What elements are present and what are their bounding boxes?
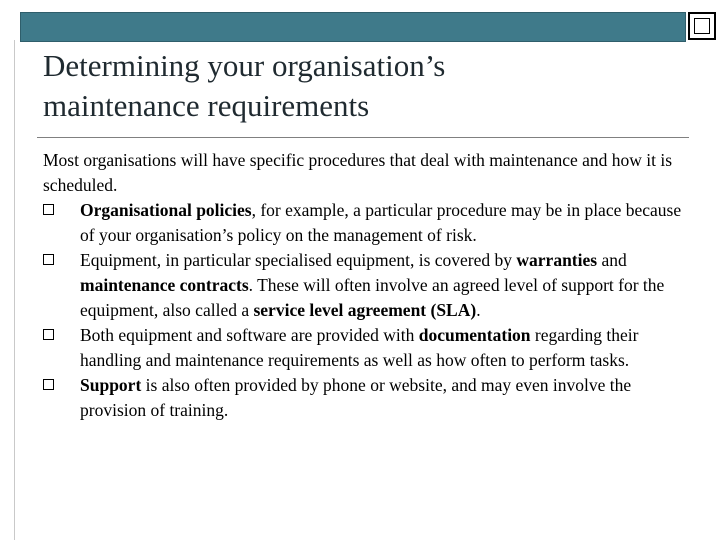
bullet-text-bold: maintenance contracts [80,275,249,295]
list-item [43,248,683,323]
bullet-text-bold: documentation [418,325,531,345]
bullet-text: , for example, a particular procedure may be in place because of your organisation’s policy on the management of risk. [80,200,682,245]
list-item [43,323,683,373]
bullet-text: regarding their handling and maintenance requirements as well as how often to perform tasks. [80,325,639,370]
bullet-text: Both equipment and software are provided with [80,325,419,345]
square-bullet-icon [43,379,54,390]
header-band [20,12,686,42]
square-bullet-icon [43,329,54,340]
bullet-text: is also often provided by phone or website, and may even involve the provision of training. [80,375,632,420]
slide-body [43,148,683,423]
bullet-text-bold: Organisational policies [80,200,252,220]
corner-square-icon [688,12,716,40]
bullet-text: . These will often involve an agreed level of support for the equipment, also called a [80,275,665,320]
bullet-text: and [597,250,627,270]
title-line-1: Determining your organisation’s [43,48,446,83]
square-bullet-icon [43,254,54,265]
bullet-text-bold: service level agreement (SLA) [253,300,477,320]
bullet-text-bold: warranties [516,250,598,270]
left-rule [14,40,15,540]
title-line-2: maintenance requirements [43,88,370,123]
bullet-list [43,198,683,423]
square-bullet-icon [43,204,54,215]
list-item [43,198,683,248]
intro-paragraph: Most organisations will have specific procedures that deal with maintenance and how it is scheduled. [43,150,673,195]
list-item [43,373,683,423]
title-divider [37,137,689,138]
bullet-text: Equipment, in particular specialised equipment, is covered by [80,250,517,270]
bullet-text: . [476,300,481,320]
corner-square-inner [694,18,710,34]
bullet-text-bold: Support [80,375,142,395]
page-title [43,46,683,126]
